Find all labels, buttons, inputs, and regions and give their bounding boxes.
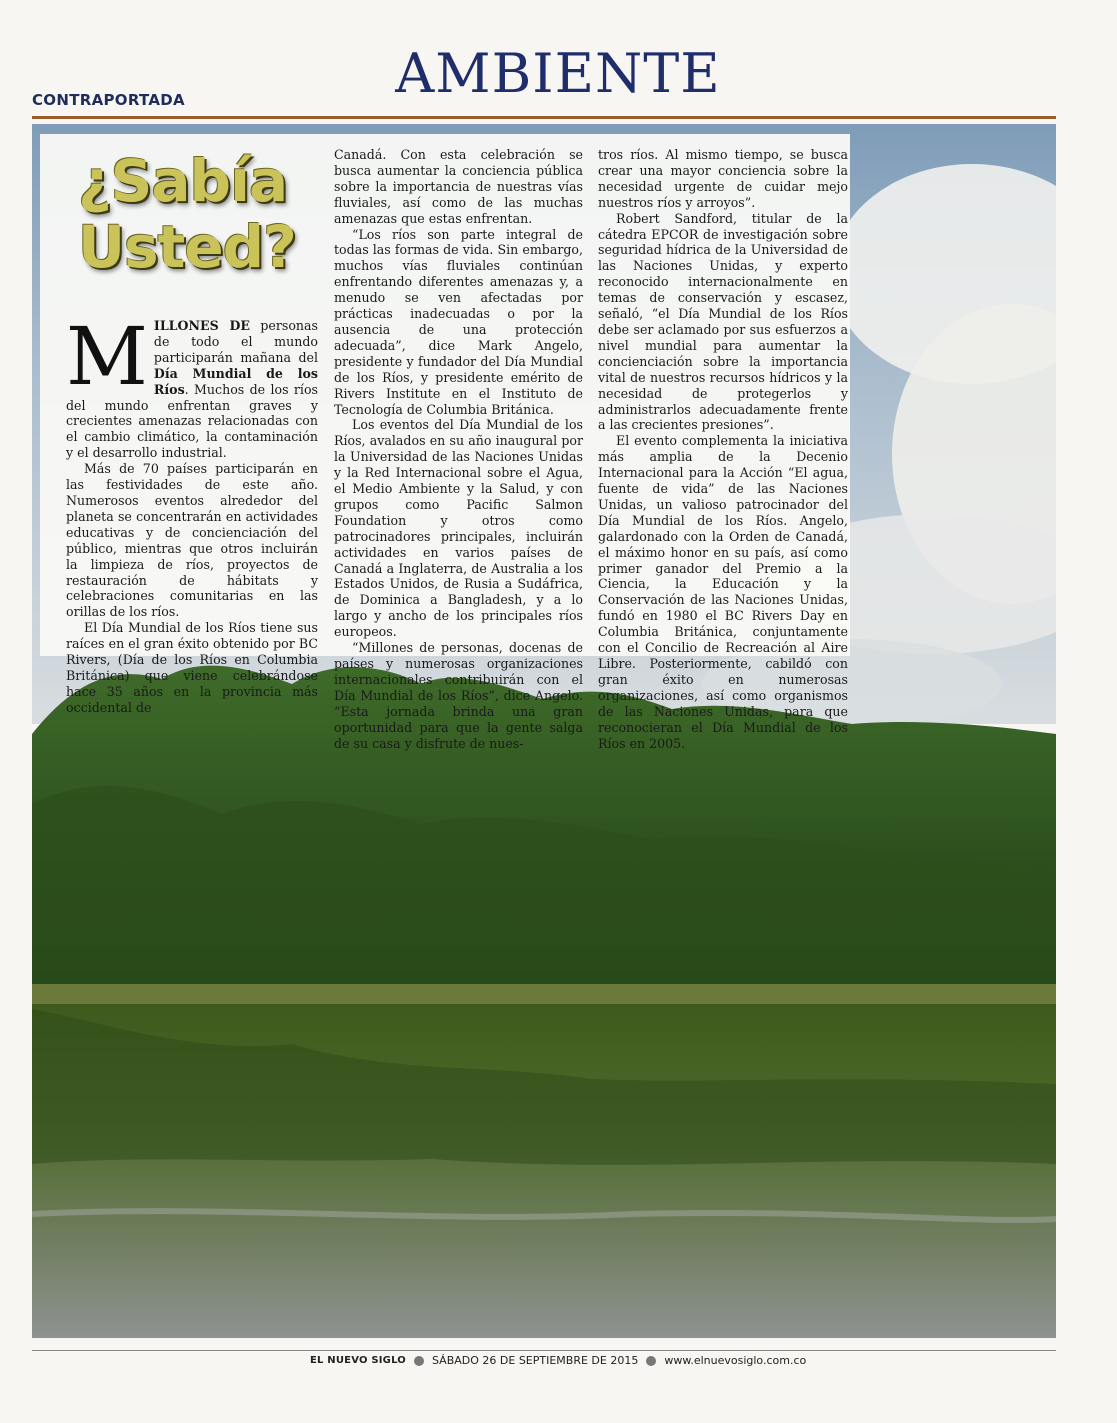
footer-date: SÁBADO 26 DE SEPTIEMBRE DE 2015: [432, 1354, 639, 1367]
bullet-icon: [646, 1356, 656, 1366]
paragraph: “Los ríos son parte integral de todas las formas de vida. Sin embargo, muchos vías fluviales continúan enfrentando diferentes amenazas y, a menudo se ven afectadas por prácticas inadecuadas o por la ausencia de una protección adecuada”, dice Mark Angelo, presidente y fundador del Día Mundial de los Ríos, y presidente emérito de Rivers Institute en el Instituto de Tecnología de Columbia Británica.: [334, 226, 583, 417]
bullet-icon: [414, 1356, 424, 1366]
header-rule: [32, 116, 1056, 119]
paragraph: tros ríos. Al mismo tiempo, se busca crear una mayor conciencia sobre la necesidad urgente de cuidar mejo nuestros ríos y arroyos”.: [598, 147, 848, 210]
drop-cap: M: [66, 310, 148, 403]
footer-url: www.elnuevosiglo.com.co: [664, 1354, 807, 1367]
headline: [78, 148, 318, 280]
masthead-title: AMBIENTE: [395, 42, 721, 105]
lead-in: ILLONES DE: [153, 318, 250, 333]
headline-line-2: Usted?: [78, 213, 296, 281]
article-column-3: [598, 147, 848, 751]
paragraph: [66, 310, 318, 461]
paragraph: Canadá. Con esta celebración se busca aumentar la conciencia pública sobre la importancia de nuestras vías fluviales, así como de las muchas amenazas que estas enfrentan.: [334, 147, 583, 226]
paragraph: El Día Mundial de los Ríos tiene sus raíces en el gran éxito obtenido por BC Rivers, (Día de los Ríos en Columbia Británica) que viene celebrándose hace 35 años en la provincia más occidental de: [66, 620, 318, 715]
paragraph: Más de 70 países participarán en las festividades de este año. Numerosos eventos alrededor del planeta se concentrarán en actividades educativas y de concienciación del público, mientras que otros incluirán la limpieza de ríos, proyectos de restauración de hábitats y celebraciones comunitarias en las orillas de los ríos.: [66, 461, 318, 620]
headline-line-1: ¿Sabía: [78, 147, 288, 215]
paragraph-bold: Día Mundial de los Ríos: [153, 365, 318, 397]
paragraph: El evento complementa la iniciativa más amplia de la Decenio Internacional para la Acción “El agua, fuente de vida” de las Naciones Unidas, un valioso patrocinador del Día Mundial de los Ríos. Angelo, galardonado con la Orden de Canadá, el máximo honor en su país, así como primer ganador del Premio a la Ciencia, la Educación y la Conservación de las Naciones Unidas, fundó en 1980 el BC Rivers Day en Columbia Británica, conjuntamente con el Concilio de Recreación al Aire Libre. Posteriormente, cabildó con gran éxito en numerosas organizaciones, así como organismos de las Naciones Unidas, para que reconocieran el Día Mundial de los Ríos en 2005.: [598, 433, 848, 751]
section-label: CONTRAPORTADA: [32, 91, 185, 109]
footer-brand: EL NUEVO SIGLO: [310, 1355, 406, 1366]
paragraph: “Millones de personas, docenas de países y numerosas organizaciones internacionales contribuirán con el Día Mundial de los Ríos”, dice Angelo. “Esta jornada brinda una gran oportunidad para que la gente salga de su casa y disfrute de nues-: [334, 640, 583, 751]
paragraph: Robert Sandford, titular de la cátedra EPCOR de investigación sobre seguridad hídrica de la Universidad de las Naciones Unidas, y experto reconocido internacionalmente en temas de conservación y escasez, señaló, “el Día Mundial de los Ríos debe ser aclamado por sus esfuerzos a nivel mundial para aumentar la concienciación sobre la importancia vital de nuestros recursos hídricos y la necesidad de protegerlos y administrarlos adecuadamente frente a las crecientes presiones”.: [598, 210, 848, 433]
paragraph-text: . Muchos de los ríos del mundo enfrentan graves y crecientes amenazas relacionadas con el cambio climático, la contaminación y el desarrollo industrial.: [66, 381, 318, 461]
paragraph: Los eventos del Día Mundial de los Ríos, avalados en su año inaugural por la Universidad de las Naciones Unidas y la Red Internacional sobre el Agua, el Medio Ambiente y la Salud, y con grupos como Pacific Salmon Foundation y otros como patrocinadores principales, incluirán actividades en varios países de Canadá a Inglaterra, de Australia a los Estados Unidos, de Rusia a Sudáfrica, de Dominica a Bangladesh, y a lo largo y ancho de los principales ríos europeos.: [334, 417, 583, 640]
footer-rule: [32, 1350, 1056, 1351]
paragraph-text: personas de todo el mundo participarán mañana del: [153, 318, 318, 365]
page-footer: [310, 1354, 810, 1367]
article-column-2: [334, 147, 583, 751]
article-column-1: [66, 310, 318, 716]
